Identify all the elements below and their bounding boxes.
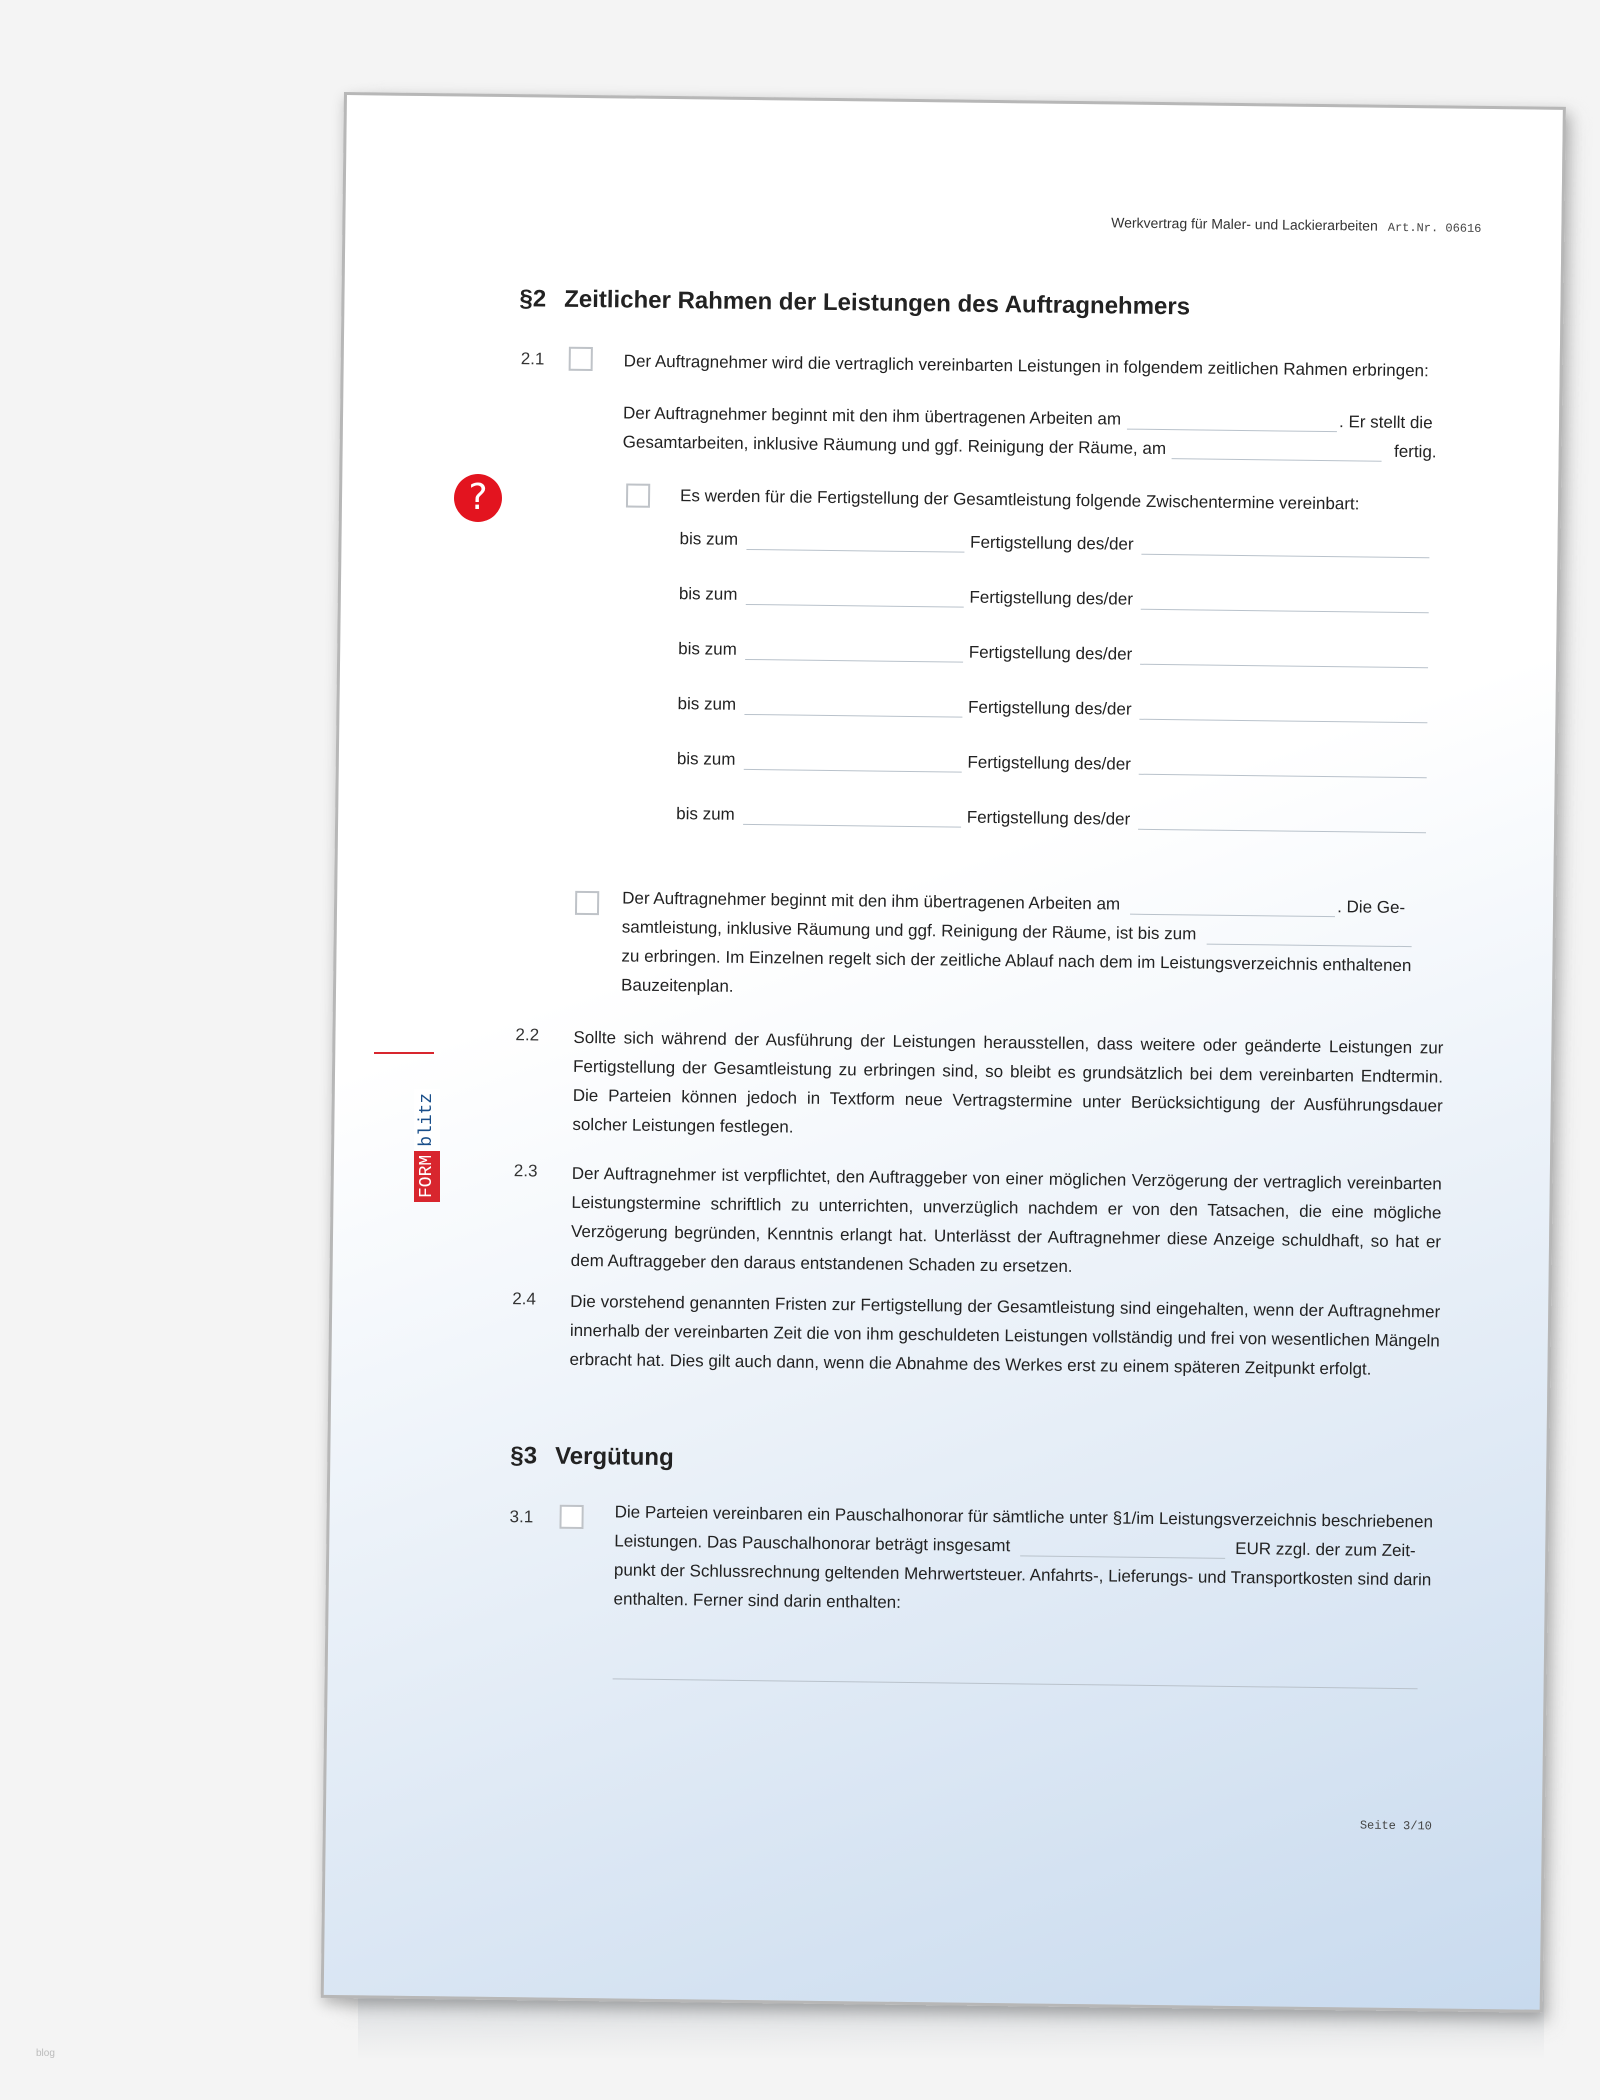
interim-row [677, 694, 1427, 723]
help-icon[interactable]: ? [454, 474, 502, 522]
start-date-field[interactable] [1127, 411, 1337, 433]
section-3-title: Vergütung [554, 1442, 674, 1472]
watermark: blog [36, 2048, 55, 2059]
interim-item-field[interactable] [1141, 591, 1429, 614]
page-number: Seite 3/10 [1359, 1818, 1432, 1834]
section-2-heading [519, 285, 1190, 321]
interim-date-field[interactable] [745, 641, 963, 663]
interim-date-field[interactable] [744, 696, 962, 718]
start-date-label: Der Auftragnehmer beginnt mit den ihm übertragenen Arbeiten am [622, 403, 1122, 429]
finish-date-row [623, 432, 1437, 462]
clause-2-2-body: Sollte sich während der Ausführung der Leistungen herausstellen, dass weitere oder geänderte Leistungen zur Fertigstellung der Gesamtleistung zu erbringen sind, so bleibt es grundsätzlich bei dem vereinbarten Endtermin. Die Parteien können jedoch in Textform neue Vertragstermine unter Berücksichtigung der Ausführungsdauer solcher Leistungen festlegen. [572, 1027, 1444, 1137]
start-date-suffix: . Er stellt die [1338, 412, 1433, 433]
alt-schedule-checkbox[interactable] [575, 891, 599, 915]
interim-date-field[interactable] [745, 586, 963, 608]
clause-2-4-number: 2.4 [512, 1289, 537, 1309]
logo-blitz: blitz [414, 1089, 440, 1151]
clause-3-1-line-3: punkt der Schlussrechnung geltenden Mehrwertsteuer. Anfahrts-, Lieferungs- und Transportkosten sind darin [613, 1560, 1432, 1590]
clause-2-1-number: 2.1 [520, 349, 545, 369]
finish-date-field[interactable] [1172, 440, 1382, 462]
alt-finish-field[interactable] [1206, 926, 1411, 948]
interim-item-field[interactable] [1139, 701, 1427, 724]
interim-item-field[interactable] [1141, 536, 1429, 559]
interim-completion-label: Fertigstellung des/der [969, 587, 1134, 609]
fee-label: Leistungen. Das Pauschalhonorar beträgt insgesamt [614, 1531, 1011, 1556]
section-2-title: Zeitlicher Rahmen der Leistungen des Auftragnehmers [564, 285, 1191, 321]
clause-2-2-text [572, 1023, 1443, 1150]
finish-date-label: Gesamtarbeiten, inklusive Räumung und ggf. Reinigung der Räume, am [622, 432, 1167, 459]
interim-dates-text: Es werden für die Fertigstellung der Gesamtleistung folgende Zwischentermine vereinbart: [679, 486, 1360, 514]
interim-until-label: bis zum [677, 694, 737, 714]
interim-completion-label: Fertigstellung des/der [968, 642, 1133, 664]
section-2-number: §2 [519, 285, 547, 313]
logo-form: FORM [414, 1151, 440, 1202]
interim-date-field[interactable] [746, 531, 964, 553]
interim-row [679, 584, 1429, 613]
interim-until-label: bis zum [676, 749, 736, 769]
interim-item-field[interactable] [1140, 646, 1428, 669]
clause-3-1-line-2 [614, 1531, 1416, 1561]
alt-schedule-line-3: zu erbringen. Im Einzelnen regelt sich der zeitliche Ablauf nach dem im Leistungsverzeichnis enthaltenen [621, 946, 1412, 976]
clause-2-3-body: Der Auftragnehmer ist verpflichtet, den Auftraggeber von einer möglichen Verzögerung der vertraglich vereinbarten Leistungstermine schriftlich zu unterrichten, unverzüglich nachdem er von den Tatsachen, die eine mögliche Verzögerung begründen, Kenntnis erlangt hat. Unterlässt der Auftragnehmer diese Anzeige schuldhaft, so hat er dem Auftraggeber den daraus entstandenen Schaden zu ersetzen. [570, 1163, 1442, 1276]
header-title: Werkvertrag für Maler- und Lackierarbeiten [1111, 214, 1378, 234]
fee-amount-field[interactable] [1020, 1537, 1225, 1559]
alt-start-suffix: . Die Ge- [1337, 897, 1406, 918]
interim-row [678, 639, 1428, 668]
interim-completion-label: Fertigstellung des/der [966, 807, 1131, 829]
alt-start-label: Der Auftragnehmer beginnt mit den ihm übertragenen Arbeiten am [622, 888, 1121, 914]
alt-finish-label: samtleistung, inklusive Räumung und ggf. Reinigung der Räume, ist bis zum [621, 917, 1197, 944]
clause-2-3-number: 2.3 [513, 1161, 538, 1181]
page-header [1111, 214, 1481, 236]
section-3-heading [510, 1442, 674, 1472]
interim-row [679, 529, 1429, 558]
interim-item-field[interactable] [1139, 756, 1427, 779]
section-3-number: §3 [510, 1442, 538, 1470]
interim-until-label: bis zum [676, 804, 735, 824]
clause-3-1-checkbox[interactable] [559, 1505, 583, 1529]
interim-completion-label: Fertigstellung des/der [970, 532, 1134, 554]
header-article-number: Art.Nr. 06616 [1387, 220, 1482, 236]
interim-until-label: bis zum [678, 584, 738, 604]
clause-3-1-number: 3.1 [509, 1507, 534, 1527]
finish-date-suffix: fertig. [1393, 441, 1437, 462]
interim-item-field[interactable] [1138, 811, 1426, 834]
formblitz-logo [414, 1052, 440, 1202]
clause-2-1-checkbox[interactable] [569, 347, 593, 371]
alt-schedule-line-1 [622, 888, 1405, 918]
clause-2-3-text [571, 1159, 1442, 1286]
interim-date-field[interactable] [743, 806, 961, 828]
interim-until-label: bis zum [679, 529, 739, 549]
included-items-field[interactable] [613, 1678, 1418, 1689]
interim-completion-label: Fertigstellung des/der [967, 697, 1132, 719]
interim-completion-label: Fertigstellung des/der [967, 752, 1132, 774]
interim-row [677, 749, 1427, 778]
clause-2-4-body: Die vorstehend genannten Fristen zur Fertigstellung der Gesamtleistung sind eingehalten, wenn der Auftragnehmer innerhalb der vereinbarten Zeit die von ihm geschuldeten Leistungen vollständig und frei von wesentlichen Mängeln erbracht hat. Dies gilt auch dann, wenn die Abnahme des Werkes erst zu einem späteren Zeitpunkt erfolgt. [569, 1291, 1441, 1379]
interim-dates-checkbox[interactable] [626, 483, 650, 507]
alt-schedule-line-4: Bauzeitenplan. [620, 975, 734, 996]
logo-text [414, 1052, 440, 1202]
start-date-row [623, 403, 1433, 433]
interim-row [676, 804, 1426, 833]
clause-3-1-line-1: Die Parteien vereinbaren ein Pauschalhonorar für sämtliche unter §1/im Leistungsverzeichnis beschriebenen [614, 1502, 1434, 1532]
clause-3-1-line-4: enthalten. Ferner sind darin enthalten: [613, 1589, 902, 1612]
interim-until-label: bis zum [678, 639, 737, 659]
clause-2-1-text: Der Auftragnehmer wird die vertraglich vereinbarten Leistungen in folgendem zeitlichen Rahmen erbringen: [623, 351, 1429, 381]
interim-date-field[interactable] [743, 751, 961, 773]
fee-suffix: EUR zzgl. der zum Zeit- [1235, 1538, 1416, 1561]
alt-start-field[interactable] [1130, 896, 1335, 918]
clause-2-2-number: 2.2 [515, 1025, 540, 1045]
document-page [321, 92, 1566, 2013]
alt-schedule-line-2 [622, 917, 1412, 947]
clause-2-4-text [569, 1287, 1440, 1385]
